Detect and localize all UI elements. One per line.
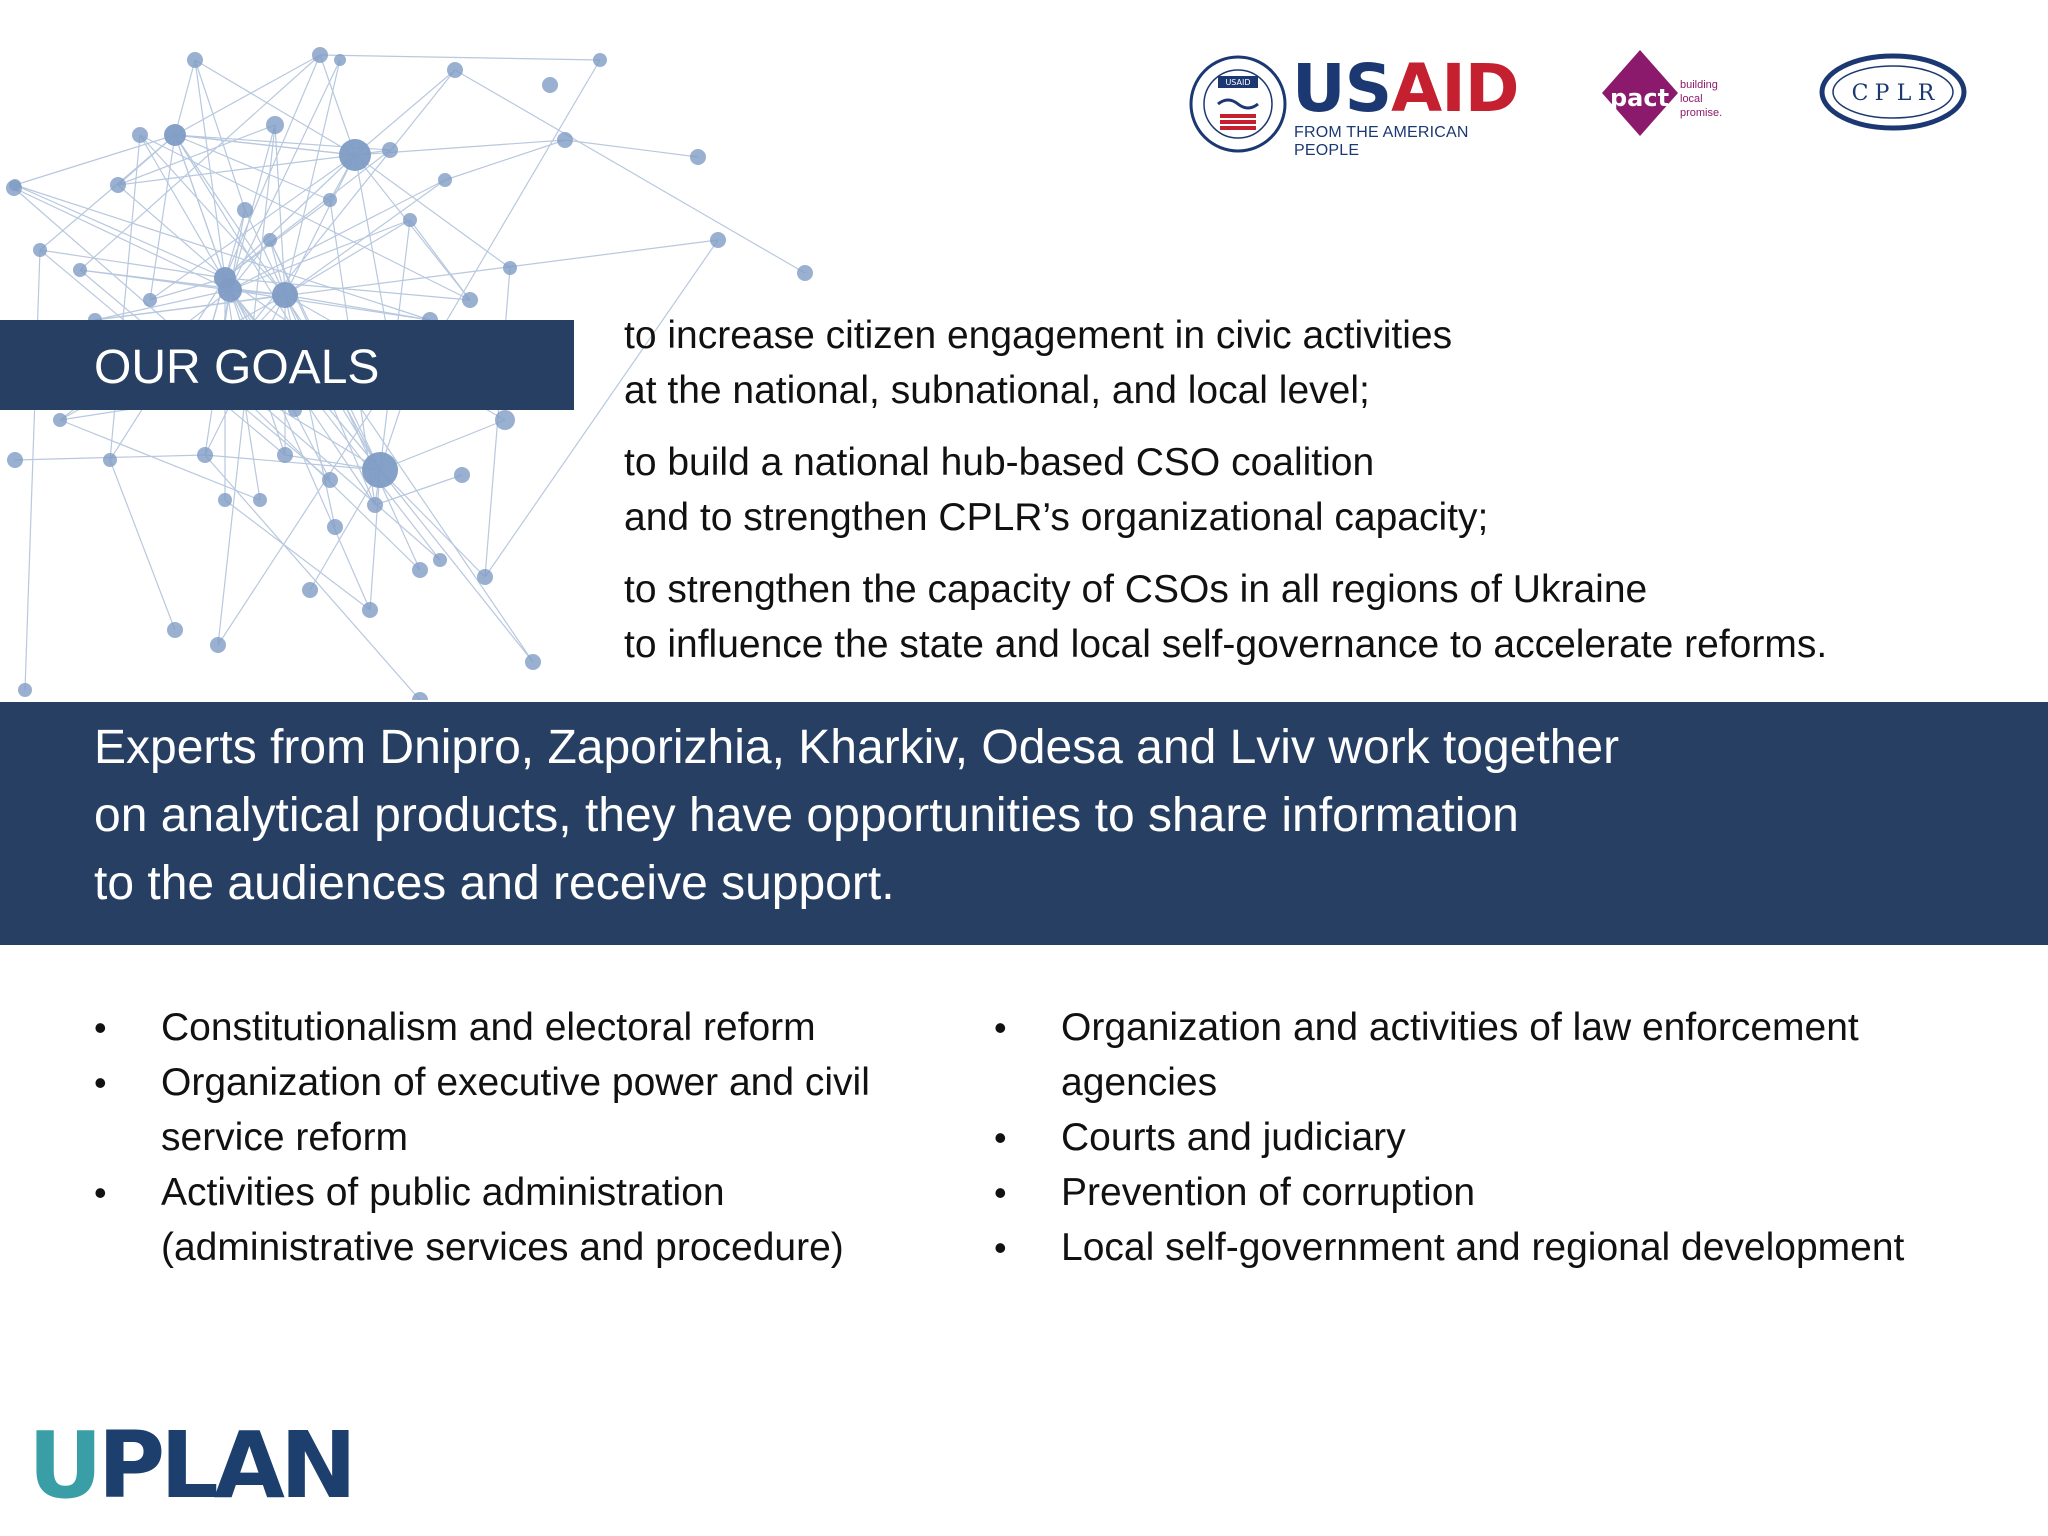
network-link: [380, 470, 533, 662]
network-link: [380, 420, 505, 470]
network-link: [15, 185, 225, 278]
pact-tagline: building local promise.: [1680, 79, 1723, 119]
network-link: [355, 70, 455, 155]
network-link: [565, 140, 698, 157]
network-node: [477, 569, 493, 585]
network-node: [433, 553, 447, 567]
experts-banner-text: Experts from Dnipro, Zaporizhia, Kharkiv, Odesa and Lviv work together on analytical products, they have opportunities to share information to the audiences and receive support.: [94, 721, 1620, 910]
network-link: [380, 470, 485, 577]
network-link: [195, 60, 355, 155]
network-node: [9, 179, 21, 191]
network-link: [15, 135, 175, 185]
network-node: [18, 683, 32, 697]
uplan-logo: UPLAN: [28, 1412, 352, 1519]
network-node: [263, 233, 277, 247]
network-link: [320, 55, 600, 60]
network-link: [110, 460, 175, 630]
network-node: [214, 267, 236, 289]
network-link: [140, 135, 285, 295]
goal-item: to increase citizen engagement in civic activities at the national, subnational, and local level;: [624, 314, 1453, 412]
network-node: [495, 410, 515, 430]
goal-item: to build a national hub-based CSO coalition and to strengthen CPLR’s organizational capacity;: [624, 441, 1489, 539]
svg-text:USAID: USAID: [1225, 78, 1251, 87]
network-node: [312, 47, 328, 63]
network-node: [334, 54, 346, 66]
topic-item: • Organization and activities of law enforcement agencies: [994, 1000, 2014, 1110]
network-node: [272, 282, 298, 308]
network-node: [218, 493, 232, 507]
network-link: [455, 70, 805, 273]
network-link: [230, 60, 340, 290]
network-node: [53, 413, 67, 427]
network-node: [7, 452, 23, 468]
svg-text:R: R: [1917, 81, 1935, 106]
network-node: [462, 292, 478, 308]
topic-item: • Activities of public administration (administrative services and procedure): [94, 1165, 954, 1275]
goal-item: to strengthen the capacity of CSOs in all regions of Ukraine to influence the state and local self-governance to accelerate reforms.: [624, 568, 1828, 666]
network-link: [175, 60, 195, 135]
network-node: [33, 243, 47, 257]
network-node: [542, 77, 558, 93]
network-node: [277, 447, 293, 463]
network-link: [225, 500, 370, 610]
network-node: [167, 622, 183, 638]
network-node: [327, 519, 343, 535]
usaid-seal-icon: [1188, 54, 1288, 154]
network-node: [362, 602, 378, 618]
network-node: [143, 293, 157, 307]
svg-text:P: P: [1874, 81, 1890, 106]
network-node: [438, 173, 452, 187]
topics-list-right: [994, 1000, 2014, 1275]
network-node: [302, 582, 318, 598]
network-node: [557, 132, 573, 148]
pact-wordmark: pact: [1610, 84, 1670, 112]
network-node: [73, 263, 87, 277]
network-node: [690, 149, 706, 165]
network-node: [525, 654, 541, 670]
experts-banner: [0, 702, 2048, 945]
network-node: [103, 453, 117, 467]
partner-logos: [1188, 40, 2008, 180]
usaid-logo: [1188, 46, 1528, 176]
network-link: [25, 250, 40, 690]
network-link: [60, 420, 260, 500]
network-link: [370, 470, 380, 610]
topics-list-left: [94, 1000, 954, 1275]
goals-title-bar: [0, 320, 574, 410]
network-link: [80, 270, 285, 295]
goals-list: [624, 308, 2004, 689]
topic-item: • Courts and judiciary: [994, 1110, 2014, 1165]
network-link: [175, 135, 355, 155]
network-node: [187, 52, 203, 68]
network-node: [797, 265, 813, 281]
network-node: [412, 562, 428, 578]
network-node: [382, 142, 398, 158]
network-node: [503, 261, 517, 275]
topic-item: • Local self-government and regional development: [994, 1220, 2014, 1275]
cplr-logo: [1818, 52, 1968, 132]
network-node: [210, 637, 226, 653]
usaid-tagline: FROM THE AMERICAN PEOPLE: [1294, 124, 1469, 159]
network-node: [164, 124, 186, 146]
goals-title: OUR GOALS: [94, 341, 380, 394]
network-node: [454, 467, 470, 483]
pact-logo: [1600, 48, 1730, 148]
network-node: [110, 177, 126, 193]
network-node: [710, 232, 726, 248]
topic-item: • Constitutionalism and electoral reform: [94, 1000, 954, 1055]
network-node: [323, 193, 337, 207]
svg-text:L: L: [1896, 81, 1912, 106]
network-node: [253, 493, 267, 507]
network-node: [322, 472, 338, 488]
topic-item: • Prevention of corruption: [994, 1165, 2014, 1220]
network-link: [205, 455, 420, 700]
svg-text:C: C: [1851, 81, 1869, 106]
network-node: [403, 213, 417, 227]
network-link: [140, 135, 470, 300]
network-node: [593, 53, 607, 67]
network-node: [447, 62, 463, 78]
network-node: [197, 447, 213, 463]
usaid-wordmark: USAID: [1292, 50, 1519, 127]
topic-item: • Organization of executive power and civil service reform: [94, 1055, 954, 1165]
network-link: [195, 60, 245, 210]
network-node: [132, 127, 148, 143]
network-node: [362, 452, 398, 488]
network-link: [355, 155, 510, 268]
network-link: [355, 155, 470, 300]
network-node: [339, 139, 371, 171]
network-node: [237, 202, 253, 218]
network-link: [445, 140, 565, 180]
network-node: [367, 497, 383, 513]
network-node: [266, 116, 284, 134]
